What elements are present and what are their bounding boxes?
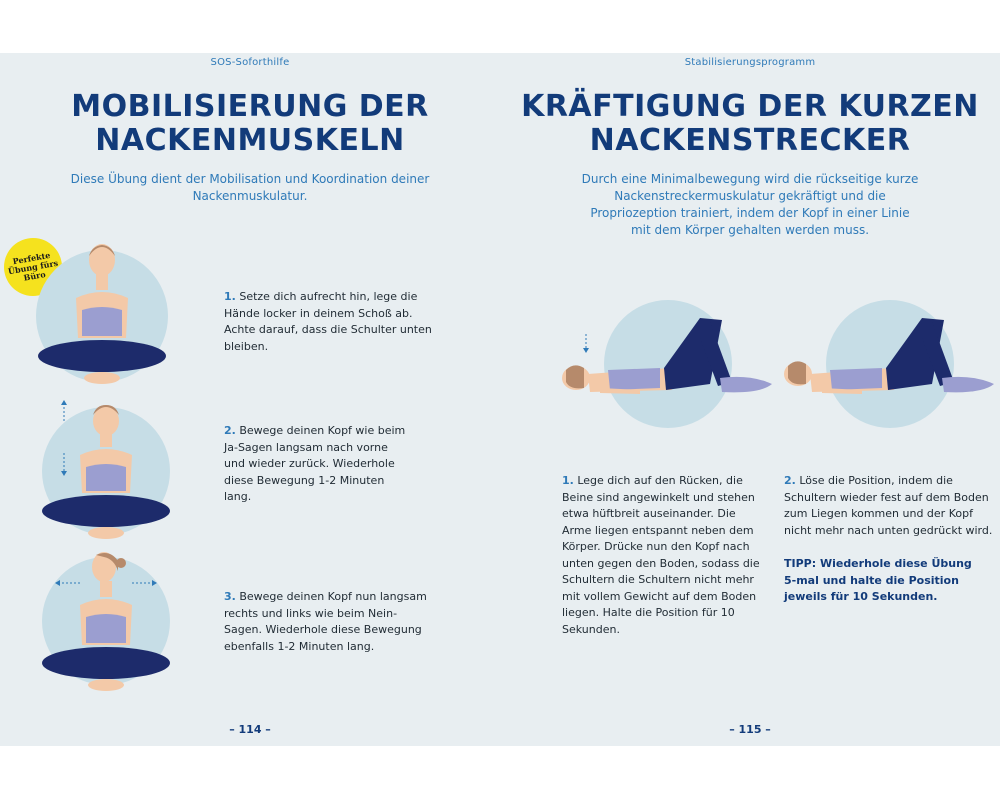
right-page xyxy=(500,53,1000,746)
title-line-2: NACKENSTRECKER xyxy=(589,123,911,158)
step-1-number: 1. xyxy=(562,474,574,487)
running-header: SOS-Soforthilfe xyxy=(210,57,290,68)
step-2-number: 2. xyxy=(224,424,236,437)
seated-figure-2 xyxy=(40,393,180,543)
seated-figure-3 xyxy=(40,545,180,695)
page-title xyxy=(0,90,500,158)
step-3-text: Bewege deinen Kopf nun langsam rechts und links wie beim Nein-Sagen. Wiederhole diese Bewegung ebenfalls 1-2 Minuten lang. xyxy=(224,590,427,653)
seated-figure-1 xyxy=(36,238,176,388)
title-line-2: NACKENMUSKELN xyxy=(95,123,405,158)
title-line-1: MOBILISIERUNG DER xyxy=(71,89,429,124)
page-number: – 115 – xyxy=(729,723,771,736)
step-1-text: Lege dich auf den Rücken, die Beine sind angewinkelt und stehen etwa hüftbreit auseinander. Die Arme liegen entspannt neben dem Körper. Drücke nun den Kopf nach unten gegen den Boden, sodass die Schultern die Schultern nicht mehr mit vollem Gewicht auf dem Boden liegen. Halte die Position für 10 Sekunden. xyxy=(562,474,760,636)
badge-text: Perfekte Übung fürs Büro xyxy=(7,249,59,283)
lying-figure-2 xyxy=(782,298,1000,438)
step-3 xyxy=(224,589,434,655)
title-line-1: KRÄFTIGUNG DER KURZEN xyxy=(521,89,979,124)
running-header: Stabilisierungsprogramm xyxy=(684,57,816,68)
step-1 xyxy=(224,289,439,355)
step-2-text: Bewege deinen Kopf wie beim Ja-Sagen langsam nach vorne und wieder zurück. Wiederhole diese Bewegung 1-2 Minuten lang. xyxy=(224,424,406,503)
book-spread xyxy=(0,53,1000,746)
step-2-text: Löse die Position, indem die Schultern wieder fest auf dem Boden zum Liegen kommen und der Kopf nicht mehr nach unten gedrückt wird. xyxy=(784,474,993,537)
intro-text: Diese Übung dient der Mobilisation und Koordination deiner Nackenmuskulatur. xyxy=(70,172,430,203)
step-2 xyxy=(224,423,409,506)
page-title xyxy=(500,90,1000,158)
step-1-text: Setze dich aufrecht hin, lege die Hände locker in deinem Schoß ab. Achte darauf, dass die Schulter unten bleiben. xyxy=(224,290,432,353)
lying-figure-1 xyxy=(560,298,780,438)
step-1-number: 1. xyxy=(224,290,236,303)
step-2-number: 2. xyxy=(784,474,796,487)
step-1 xyxy=(562,473,768,638)
page-number: – 114 – xyxy=(229,723,271,736)
tip-text: TIPP: Wiederhole diese Übung 5-mal und halte die Position jeweils für 10 Sekunden. xyxy=(784,557,972,603)
step-2 xyxy=(784,473,994,539)
left-page xyxy=(0,53,500,746)
step-3-number: 3. xyxy=(224,590,236,603)
intro-text: Durch eine Minimalbewegung wird die rückseitige kurze Nackenstreckermuskulatur gekräftigt und die Propriozeption trainiert, indem der Kopf in einer Linie mit dem Körper gehalten werden muss. xyxy=(581,172,919,237)
